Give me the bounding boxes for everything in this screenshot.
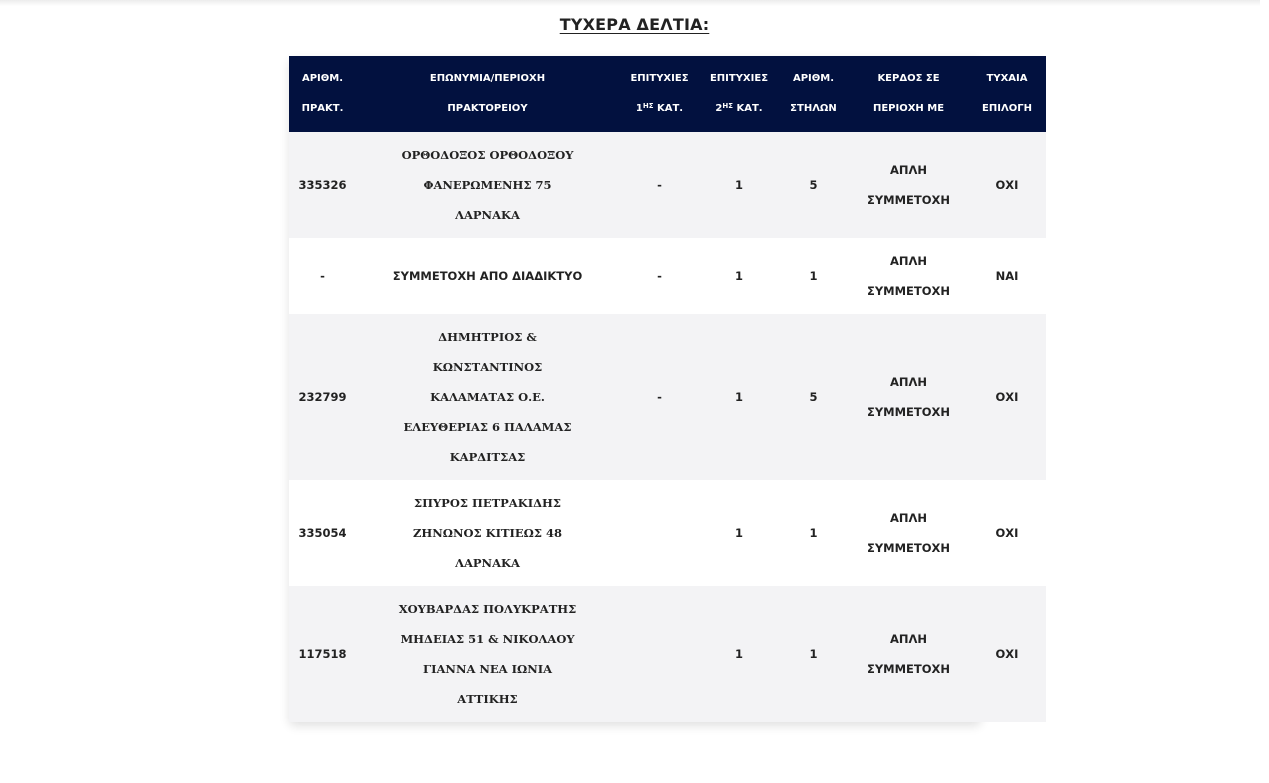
cell-agency-number: - — [320, 269, 325, 283]
header-suffix: ΚΑΤ. — [653, 103, 684, 114]
top-shadow — [0, 0, 1260, 6]
agency-name-line: ΟΡΘΟΔΟΞΟΣ ΟΡΘΟΔΟΞΟΥ — [401, 148, 574, 162]
profit-line: ΑΠΛΗ — [889, 511, 928, 525]
agency-name-line: ΑΤΤΙΚΗΣ — [457, 692, 518, 706]
cell-random-pick: ΟΧΙ — [995, 526, 1019, 540]
header-profit-area — [849, 56, 968, 132]
agency-name-line: ΜΗΔΕΙΑΣ 51 & ΝΙΚΟΛΑΟΥ — [400, 632, 575, 646]
agency-name-line: ΧΟΥΒΑΡΔΑΣ ΠΟΛΥΚΡΑΤΗΣ — [398, 602, 577, 616]
header-sup: ΗΣ — [642, 102, 654, 110]
table-header — [289, 56, 1046, 132]
table-row — [289, 314, 1046, 480]
agency-name-line: ΚΑΛΑΜΑΤΑΣ Ο.Ε. — [430, 390, 545, 404]
header-line — [621, 94, 698, 124]
header-suffix: ΚΑΤ. — [733, 103, 763, 114]
header-row — [289, 56, 1046, 132]
cell-profit-area — [849, 238, 968, 314]
winning-tickets-table — [289, 56, 1046, 722]
profit-line: ΑΠΛΗ — [889, 254, 928, 268]
header-line: ΤΥΧΑΙΑ — [986, 73, 1028, 84]
table-row — [289, 132, 1046, 238]
cell-agency-name — [356, 586, 619, 722]
cell-agency-name — [356, 480, 619, 586]
agency-name-line: ΖΗΝΩΝΟΣ ΚΙΤΙΕΩΣ 48 — [412, 526, 563, 540]
cell-wins-category-2: 1 — [734, 526, 743, 540]
header-wins-category-1 — [619, 56, 700, 132]
cell-wins-category-1: - — [657, 178, 662, 192]
cell-wins-category-1: - — [657, 390, 662, 404]
agency-name-line: ΚΩΝΣΤΑΝΤΙΝΟΣ — [432, 360, 543, 374]
cell-wins-category-2: 1 — [734, 269, 743, 283]
cell-agency-number: 335054 — [298, 526, 347, 540]
cell-agency-name — [356, 238, 619, 314]
cell-agency-number: 335326 — [298, 178, 347, 192]
profit-line: ΣΥΜΜΕΤΟΧΗ — [866, 193, 951, 207]
agency-name-line: ΚΑΡΔΙΤΣΑΣ — [449, 450, 526, 464]
profit-line: ΣΥΜΜΕΤΟΧΗ — [866, 405, 951, 419]
cell-random-pick: ΟΧΙ — [995, 390, 1019, 404]
header-line: ΑΡΙΘΜ. — [301, 73, 344, 84]
cell-columns-count: 1 — [809, 269, 818, 283]
cell-agency-number: 232799 — [298, 390, 347, 404]
cell-random-pick: ΝΑΙ — [995, 269, 1019, 283]
cell-wins-category-2: 1 — [734, 178, 743, 192]
profit-line: ΣΥΜΜΕΤΟΧΗ — [866, 541, 951, 555]
cell-agency-name — [356, 132, 619, 238]
header-line: ΚΕΡΔΟΣ ΣΕ — [877, 73, 940, 84]
cell-wins-category-2: 1 — [734, 390, 743, 404]
header-line: ΠΡΑΚΤΟΡΕΙΟΥ — [447, 103, 528, 114]
table-row — [289, 238, 1046, 314]
header-line: ΕΠΩΝΥΜΙΑ/ΠΕΡΙΟΧΗ — [429, 73, 546, 84]
header-columns-count — [778, 56, 849, 132]
cell-wins-category-2: 1 — [734, 647, 743, 661]
header-line: ΕΠΙΤΥΧΙΕΣ — [709, 73, 769, 84]
page-title: ΤΥΧΕΡΑ ΔΕΛΤΙΑ: — [559, 15, 710, 34]
header-sup: ΗΣ — [722, 102, 733, 110]
cell-columns-count: 5 — [809, 390, 818, 404]
cell-random-pick: ΟΧΙ — [995, 178, 1019, 192]
agency-name-line: ΔΗΜΗΤΡΙΟΣ & — [438, 330, 537, 344]
winning-tickets-table-container — [289, 56, 1032, 722]
header-agency-number — [289, 56, 356, 132]
profit-line: ΑΠΛΗ — [889, 163, 928, 177]
profit-line: ΑΠΛΗ — [889, 632, 928, 646]
profit-line: ΣΥΜΜΕΤΟΧΗ — [866, 662, 951, 676]
header-agency-name — [356, 56, 619, 132]
cell-profit-area — [849, 586, 968, 722]
header-line: ΕΠΙΤΥΧΙΕΣ — [630, 73, 689, 84]
table-body — [289, 132, 1046, 722]
header-line: ΠΕΡΙΟΧΗ ΜΕ — [872, 103, 945, 114]
header-line: ΣΤΗΛΩΝ — [790, 103, 837, 114]
cell-agency-number: 117518 — [298, 647, 347, 661]
table-row — [289, 586, 1046, 722]
header-line: ΑΡΙΘΜ. — [792, 73, 835, 84]
cell-columns-count: 5 — [809, 178, 818, 192]
cell-columns-count: 1 — [809, 647, 818, 661]
cell-profit-area — [849, 132, 968, 238]
header-line: ΠΡΑΚΤ. — [301, 103, 344, 114]
cell-agency-name — [356, 314, 619, 480]
cell-wins-category-1 — [619, 586, 700, 722]
cell-wins-category-1 — [619, 480, 700, 586]
agency-name-line: ΣΥΜΜΕΤΟΧΗ ΑΠΟ ΔΙΑΔΙΚΤΥΟ — [392, 269, 583, 283]
agency-name-line: ΛΑΡΝΑΚΑ — [455, 208, 520, 222]
agency-name-line: ΛΑΡΝΑΚΑ — [455, 556, 520, 570]
header-line — [702, 94, 776, 124]
cell-profit-area — [849, 480, 968, 586]
cell-random-pick: ΟΧΙ — [995, 647, 1019, 661]
table-row — [289, 480, 1046, 586]
agency-name-line: ΦΑΝΕΡΩΜΕΝΗΣ 75 — [423, 178, 552, 192]
header-random-pick — [968, 56, 1046, 132]
agency-name-line: ΕΛΕΥΘΕΡΙΑΣ 6 ΠΑΛΑΜΑΣ — [403, 420, 572, 434]
header-num: 2 — [715, 103, 723, 114]
cell-wins-category-1: - — [657, 269, 662, 283]
cell-columns-count: 1 — [809, 526, 818, 540]
header-line: ΕΠΙΛΟΓΗ — [982, 103, 1032, 114]
profit-line: ΑΠΛΗ — [889, 375, 928, 389]
agency-name-line: ΣΠΥΡΟΣ ΠΕΤΡΑΚΙΔΗΣ — [413, 496, 562, 510]
profit-line: ΣΥΜΜΕΤΟΧΗ — [866, 284, 951, 298]
header-num: 1 — [635, 103, 643, 114]
header-wins-category-2 — [700, 56, 778, 132]
cell-profit-area — [849, 314, 968, 480]
agency-name-line: ΓΙΑΝΝΑ ΝΕΑ ΙΩΝΙΑ — [422, 662, 553, 676]
